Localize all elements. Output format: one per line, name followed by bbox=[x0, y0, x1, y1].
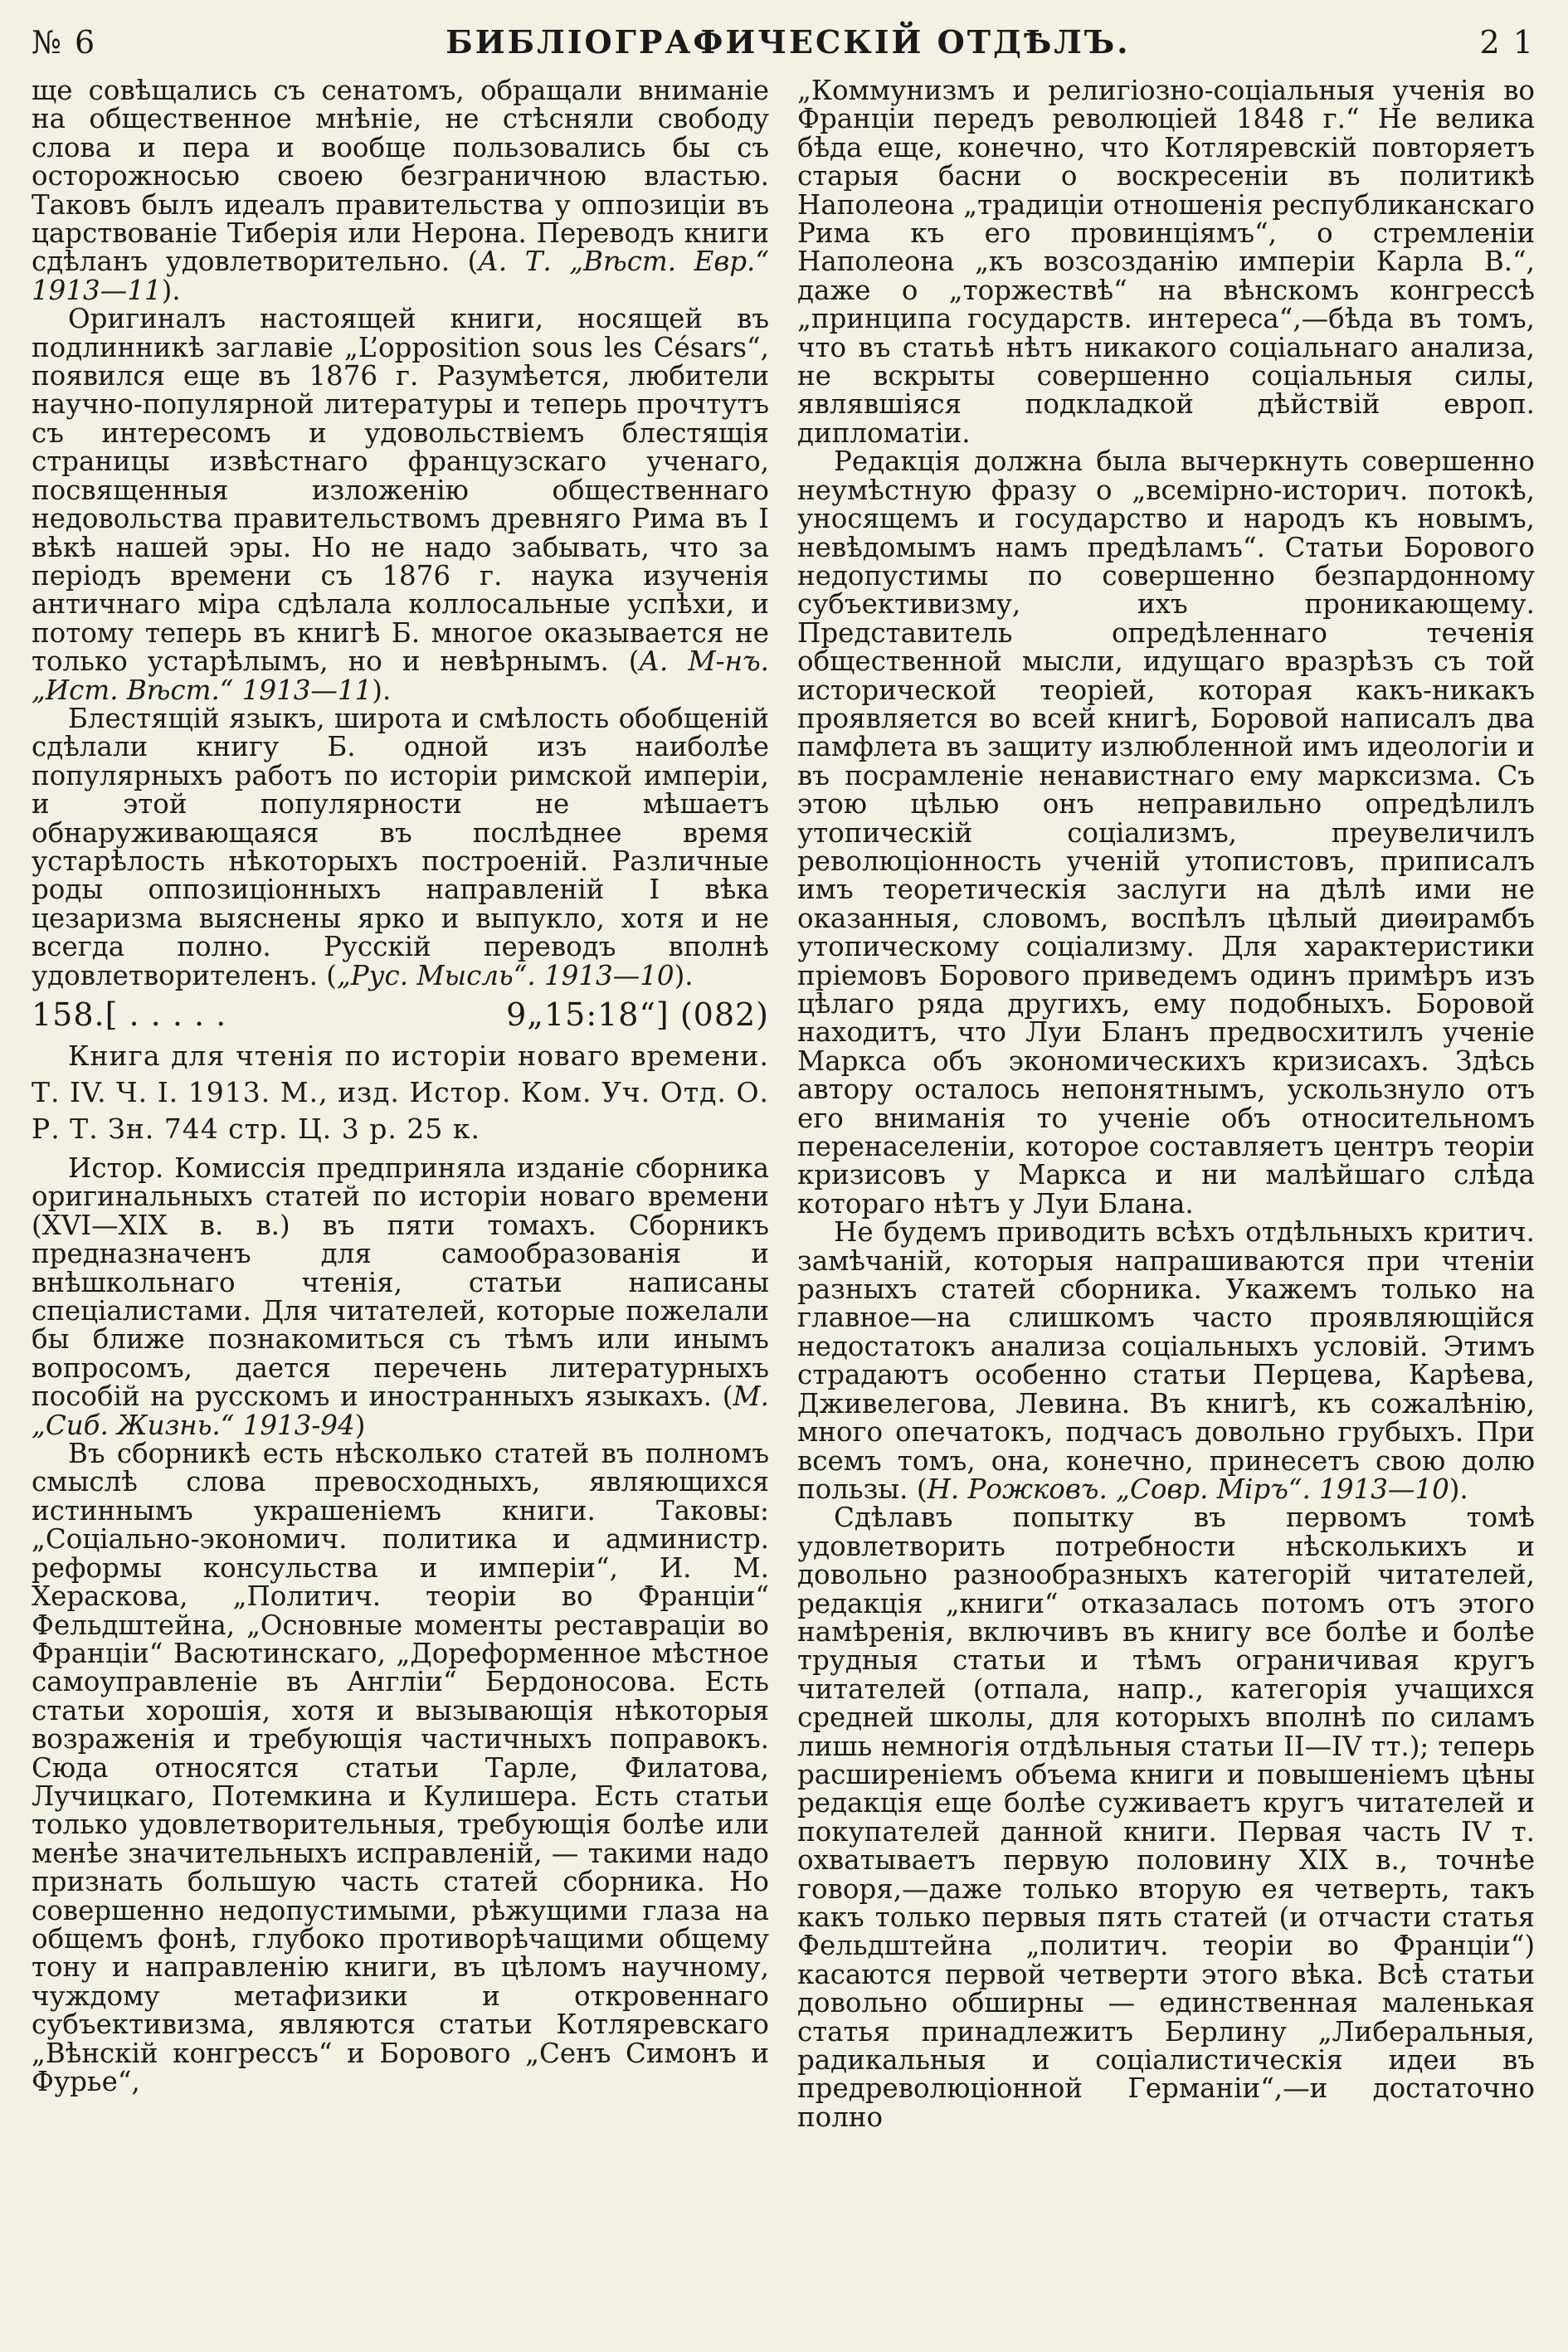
entry-title: Книга для чтенія по исторіи новаго времени. Т. IV. Ч. I. 1913. М., изд. Истор. Ком. Уч. Отд. О. Р. Т. Зн. 744 стр. Ц. 3 р. 25 к. bbox=[32, 1040, 769, 1145]
entry-bracket: [ . . . . . bbox=[105, 996, 227, 1033]
page-header bbox=[32, 23, 1535, 76]
left-column bbox=[32, 76, 769, 2131]
paragraph: Редакція должна была вычеркнуть совершенно неумѣстную фразу о „всемірно-историч. потокѣ, уносящемъ и государство и народъ къ новымъ, невѣдомымъ намъ предѣламъ“. Статьи Борового недопустимы по совершенно безпардонному субъективизму, ихъ проникающему. Представитель опредѣленнаго теченія общественной мысли, идущаго вразрѣзъ съ той исторической теоріей, которая какъ-никакъ проявляется во всей книгѣ, Боровой написалъ два памфлета въ защиту излюбленной имъ идеологіи и въ посрамленіе ненавистнаго ему марксизма. Съ этою цѣлью онъ неправильно опредѣлилъ утопическій соціализмъ, преувеличилъ революціонность ученій утопистовъ, приписалъ имъ теоретическія заслуги на дѣлѣ ими не оказанныя, словомъ, воспѣлъ цѣлый диѳирамбъ утопическому соціализму. Для характеристики пріемовъ Борового приведемъ одинъ примѣръ изъ цѣлаго ряда другихъ, ему подобныхъ. Боровой находитъ, что Луи Бланъ предвосхитилъ ученіе Маркса объ экономическихъ кризисахъ. Здѣсь автору осталось непонятнымъ, ускользнуло отъ его вниманія то ученіе объ относительномъ перенаселеніи, которое составляетъ центръ теоріи кризисовъ у Маркса и ни малѣйшаго слѣда котораго нѣтъ у Луи Блана. bbox=[797, 446, 1535, 1220]
text-columns bbox=[32, 76, 1535, 2131]
paragraph: Въ сборникѣ есть нѣсколько статей въ полномъ смыслѣ слова превосходныхъ, являющихся истиннымъ украшеніемъ книги. Таковы: „Соціально-экономич. политика и администр. реформы консульства и имперіи“, И. М. Хераскова, „Политич. теоріи во Франціи“ Фельдштейна, „Основные моменты реставраціи во Франціи“ Васютинскаго, „Дореформенное мѣстное самоуправленіе въ Англіи“ Бердоносова. Есть статьи хорошія, хотя и вызывающія нѣкоторыя возраженія и требующія частичныхъ поправокъ. Сюда относятся статьи Тарле, Филатова, Лучицкаго, Потемкина и Кулишера. Есть статьи только удовлетворительныя, требующія болѣе или менѣе значительныхъ исправленій, — такими надо признать большую часть статей сборника. Но совершенно недопустимыми, рѣжущими глаза на общемъ фонѣ, глубоко противорѣчащими общему тону и направленію книги, въ цѣломъ научному, чуждому метафизики и откровеннаго субъективизма, являются статьи Котляревскаго „Вѣнскій конгрессъ“ и Борового „Сенъ Симонъ и Фурье“, bbox=[32, 1438, 769, 2097]
paragraph: Оригиналъ настоящей книги, носящей въ подлинникѣ заглавіе „L’opposition sous les Césars“, появился еще въ 1876 г. Разумѣется, любители научно-популярной литературы и теперь прочтутъ съ интересомъ и удовольствіемъ блестящія страницы извѣстнаго французскаго ученаго, посвященныя изложенію общественнаго недовольства правительствомъ древняго Рима въ I вѣкѣ нашей эры. Но не надо забывать, что за періодъ времени съ 1876 г. наука изученія античнаго міра сдѣлала коллосальные успѣхи, и потому теперь въ книгѣ Б. многое оказывается не только устарѣлымъ, но и невѣрнымъ. (А. М-нъ. „Ист. Вѣст.“ 1913—11). bbox=[32, 303, 769, 706]
paragraph: Блестящій языкъ, широта и смѣлость обобщеній сдѣлали книгу Б. одной изъ наиболѣе популярныхъ работъ по исторіи римской имперіи, и этой популярности не мѣшаетъ обнаруживающаяся въ послѣднее время устарѣлость нѣкоторыхъ построеній. Различные роды оппозиціонныхъ направленій I вѣка цезаризма выяснены ярко и выпукло, хотя и не всегда полно. Русскій переводъ вполнѣ удовлетворителенъ. („Рус. Мысль“. 1913—10). bbox=[32, 702, 769, 991]
issue-number: № 6 bbox=[32, 24, 97, 61]
paragraph: Истор. Комиссія предприняла изданіе сборника оригинальныхъ статей по исторіи новаго времени (XVI—XIX в. в.) въ пяти томахъ. Сборникъ предназначенъ для самообразованія и внѣшкольнаго чтенія, статьи написаны спеціалистами. Для читателей, которые пожелали бы ближе познакомиться съ тѣмъ или инымъ вопросомъ, дается перечень литературныхъ пособій на русскомъ и иностранныхъ языкахъ. (М. „Сиб. Жизнь.“ 1913-94) bbox=[32, 1152, 769, 1441]
paragraph: Сдѣлавъ попытку въ первомъ томѣ удовлетворить потребности нѣсколькихъ и довольно разнообразныхъ категорій читателей, редакція „книги“ отказалась потомъ отъ этого намѣренія, включивъ въ книгу все болѣе и болѣе трудныя статьи и тѣмъ ограничивая кругъ читателей (отпала, напр., категорія учащихся средней школы, для которыхъ вполнѣ по силамъ лишь немногія отдѣльныя статьи II—IV тт.); теперь расширеніемъ объема книги и повышеніемъ цѣны редакція еще болѣе суживаетъ кругъ читателей и покупателей данной книги. Первая часть IV т. охватываетъ первую половину XIX в., точнѣе говоря,—даже только вторую ея четверть, такъ какъ только первыя пять статей (и отчасти статья Фельдштейна „политич. теоріи во Франціи“) касаются первой четверти этого вѣка. Всѣ статьи довольно обширны — единственная маленькая статья принадлежитъ Берлину „Либеральныя, радикальныя и соціалистическія идеи въ предреволюціонной Германіи“,—и достаточно полно bbox=[797, 1502, 1535, 2133]
paragraph: ще совѣщались съ сенатомъ, обращали вниманіе на общественное мнѣніе, не стѣсняли свободу слова и пера и вообще пользовались бы съ осторожносью своею безграничною властью. Таковъ былъ идеалъ правительства у оппозиціи въ царствованіе Тиберія или Нерона. Переводъ книги сдѣланъ удовлетворительно. (А. Т. „Вѣст. Евр.“ 1913—11). bbox=[32, 75, 769, 306]
paragraph: Не будемъ приводить всѣхъ отдѣльныхъ критич. замѣчаній, которыя напрашиваются при чтеніи разныхъ статей сборника. Укажемъ только на главное—на слишкомъ часто проявляющійся недостатокъ анализа соціальныхъ условій. Этимъ страдаютъ особенно статьи Перцева, Карѣева, Дживелегова, Левина. Въ книгѣ, къ сожалѣнію, много опечатокъ, подчасъ довольно грубыхъ. При всемъ томъ, она, конечно, принесетъ свою долю пользы. (Н. Рожковъ. „Совр. Міръ“. 1913—10). bbox=[797, 1216, 1535, 1505]
entry-number: 158. bbox=[32, 996, 105, 1033]
page-number: 2 1 bbox=[1479, 24, 1535, 61]
entry-classification: 9„15:18“] (082) bbox=[506, 996, 769, 1033]
paragraph: „Коммунизмъ и религіозно-соціальныя ученія во Франціи передъ революціей 1848 г.“ Не велика бѣда еще, конечно, что Котляревскій повторяетъ старыя басни о воскресеніи въ политикѣ Наполеона „традиціи отношенія республиканскаго Рима къ его провинціямъ“, о стремленіи Наполеона „къ возсозданію имперіи Карла В.“, даже о „торжествѣ“ на вѣнскомъ конгрессѣ „принципа государств. интереса“,—бѣда въ томъ, что въ статьѣ нѣтъ никакого соціальнаго анализа, не вскрыты совершенно соціальныя силы, являвшіяся подкладкой дѣйствій европ. дипломатіи. bbox=[797, 75, 1535, 449]
section-title: БИБЛІОГРАФИЧЕСКІЙ ОТДѢЛЪ. bbox=[446, 23, 1131, 61]
right-column bbox=[797, 76, 1535, 2131]
entry-heading bbox=[32, 995, 769, 1035]
